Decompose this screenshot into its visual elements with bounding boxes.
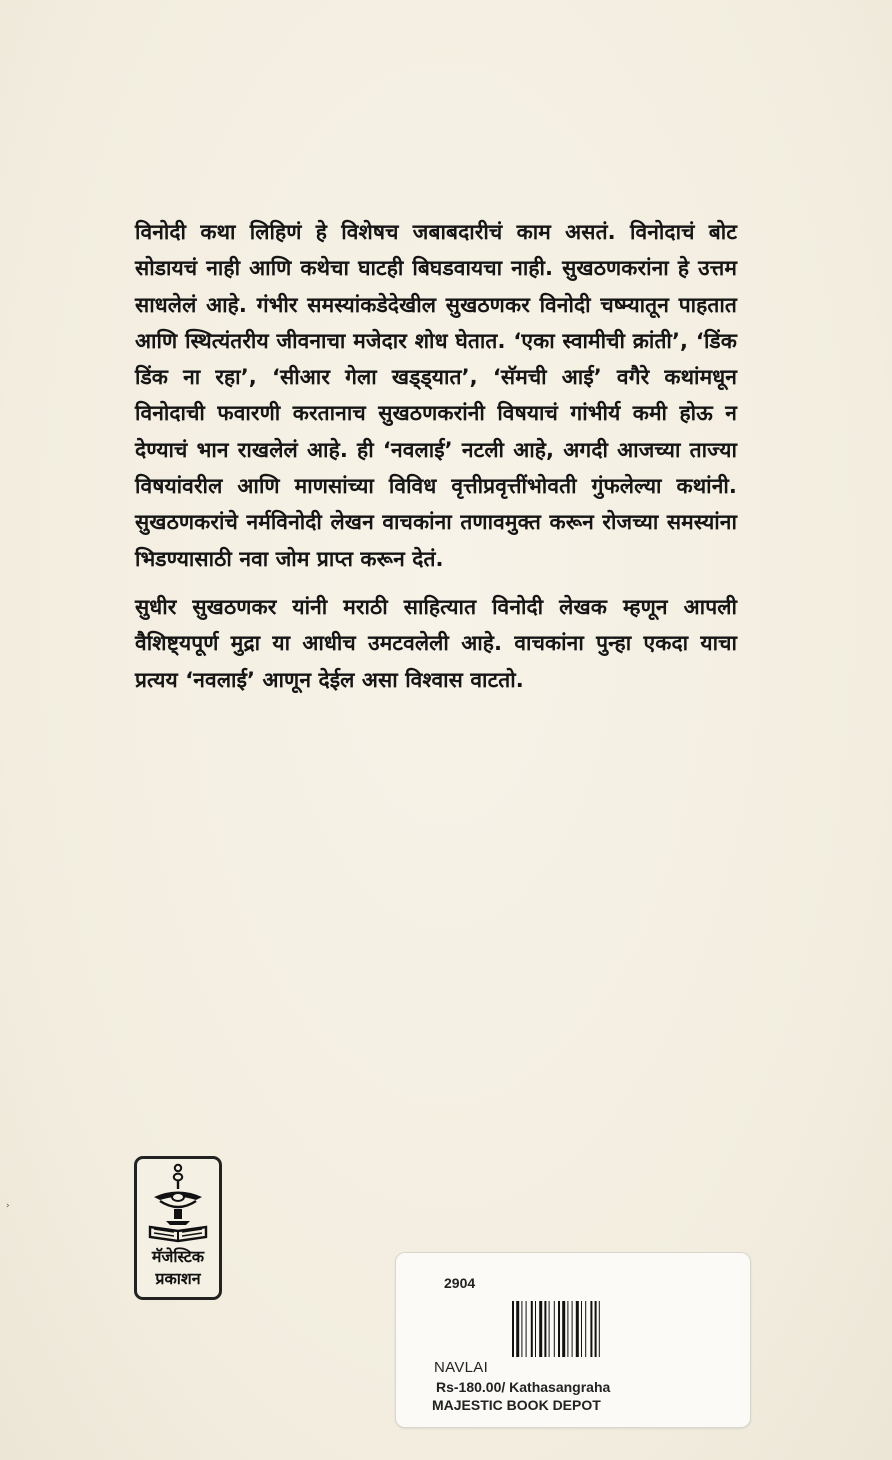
page-edge-mark: › [6,1201,10,1211]
publisher-logo-line-1: मॅजेस्टिक [151,1247,205,1266]
sticker-title: NAVLAI [434,1359,489,1376]
blurb-text [135,214,737,698]
blurb-paragraph-2: सुधीर सुखठणकर यांनी मराठी साहित्यात विनोदी लेखक म्हणून आपली वैशिष्ट्यपूर्ण मुद्रा या आधीच उमटवलेली आहे. वाचकांना पुन्हा एकदा याचा प्रत्यय ‘नवलाई’ आणून देईल असा विश्वास वाटतो. [135,594,737,692]
barcode-icon [512,1301,622,1357]
sticker-distributor: MAJESTIC BOOK DEPOT [432,1397,601,1413]
publisher-logo [134,1156,222,1300]
price-sticker [395,1252,751,1428]
sticker-price: Rs-180.00/ Kathasangraha [436,1379,611,1395]
publisher-logo-line-2: प्रकाशन [155,1269,201,1288]
sticker-code: 2904 [444,1275,476,1291]
blurb-paragraph-1: विनोदी कथा लिहिणं हे विशेषच जबाबदारीचं काम असतं. विनोदाचं बोट सोडायचं नाही आणि कथेचा घाटही बिघडवायचा नाही. सुखठणकरांना हे उत्तम साधलेलं आहे. गंभीर समस्यांकडेदेखील सुखठणकर विनोदी चष्म्यातून पाहतात आणि स्थित्यंतरीय जीवनाचा मजेदार शोध घेतात. ‘एका स्वामीची क्रांती’, ‘डिंक डिंक ना रहा’, ‘सीआर गेला खड्ड्यात’, ‘सॅमची आई’ वगैरे कथांमधून विनोदाची फवारणी करतानाच सुखठणकरांनी विषयाचं गांभीर्य कमी होऊ न देण्याचं भान राखलेलं आहे. ही ‘नवलाई’ नटली आहे, अगदी आजच्या ताज्या विषयांवरील आणि माणसांच्या विविध वृत्तीप्रवृत्तींभोवती गुंफलेल्या कथांनी. सुखठणकरांचे नर्मविनोदी लेखन वाचकांना तणावमुक्त करून रोजच्या समस्यांना भिडण्यासाठी नवा जोम प्राप्त करून देतं. [135,220,737,571]
oil-lamp-on-book-icon [144,1163,212,1245]
